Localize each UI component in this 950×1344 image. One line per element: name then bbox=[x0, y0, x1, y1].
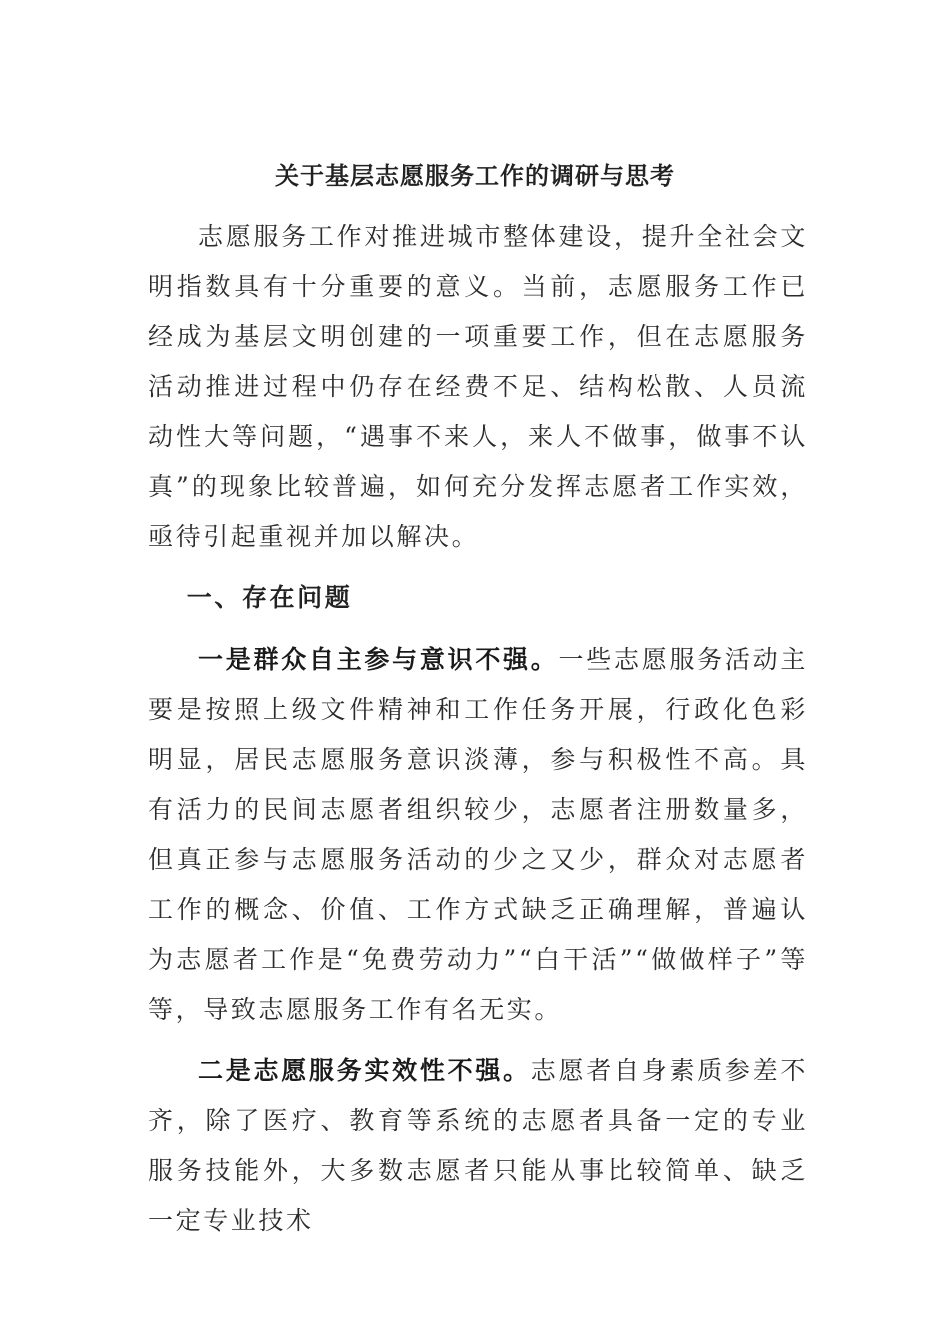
point-1-body: 一些志愿服务活动主要是按照上级文件精神和工作任务开展，行政化色彩明显，居民志愿服务意识淡薄，参与积极性不高。具有活力的民间志愿者组织较少，志愿者注册数量多，但真正参与志愿服务活动的少之又少，群众对志愿者工作的概念、价值、工作方式缺乏正确理解，普遍认为志愿者工作是“免费劳动力”“白干活”“做做样子”等等，导致志愿服务工作有名无实。 bbox=[148, 645, 808, 1024]
section-heading-problems: 一、存在问题 bbox=[186, 583, 353, 612]
point-1-lead: 一是群众自主参与意识不强。 bbox=[198, 645, 559, 674]
problem-point-2 bbox=[148, 1046, 808, 1246]
document-title: 关于基层志愿服务工作的调研与思考 bbox=[275, 161, 675, 190]
problem-point-1 bbox=[148, 635, 808, 1035]
intro-paragraph: 志愿服务工作对推进城市整体建设，提升全社会文明指数具有十分重要的意义。当前，志愿服务工作已经成为基层文明创建的一项重要工作，但在志愿服务活动推进过程中仍存在经费不足、结构松散、人员流动性大等问题，“遇事不来人，来人不做事，做事不认真”的现象比较普遍，如何充分发挥志愿者工作实效，亟待引起重视并加以解决。 bbox=[148, 222, 808, 551]
point-2-lead: 二是志愿服务实效性不强。 bbox=[198, 1056, 531, 1085]
point-2-body: 志愿者自身素质参差不齐，除了医疗、教育等系统的志愿者具备一定的专业服务技能外，大多数志愿者只能从事比较简单、缺乏一定专业技术 bbox=[148, 1056, 808, 1235]
